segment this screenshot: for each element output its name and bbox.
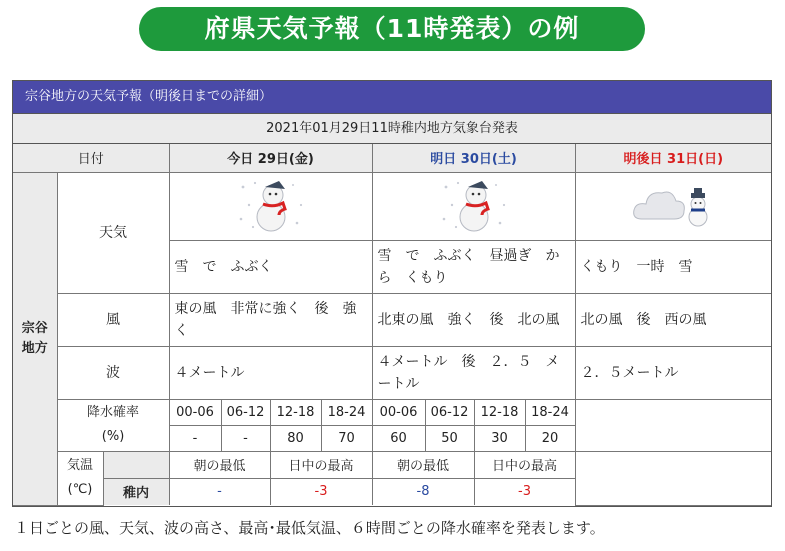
wind-row-label: 風 xyxy=(57,293,169,346)
pop-period: 18-24 xyxy=(525,399,575,425)
region-label xyxy=(13,172,57,505)
temp-label-line-2: (℃) xyxy=(67,482,93,497)
page-banner-title: 府県天気予報（11時発表）の例 xyxy=(139,7,645,51)
pop-row-label xyxy=(57,399,169,451)
day-header-tomorrow: 明日 30日(土) xyxy=(372,144,575,172)
pop-value: 80 xyxy=(270,425,321,451)
pop-period: 00-06 xyxy=(372,399,425,425)
weather-text-day-after: くもり 一時 雪 xyxy=(575,240,771,293)
pop-value: 50 xyxy=(425,425,474,451)
temp-header-spacer xyxy=(103,451,169,478)
wind-text-today: 東の風 非常に強く 後 強く xyxy=(169,293,372,346)
weather-text-today: 雪 で ふぶく xyxy=(169,240,372,293)
temp-max-tomorrow: -3 xyxy=(474,478,575,505)
day-header-today: 今日 29日(金) xyxy=(169,144,372,172)
temp-min-tomorrow: -8 xyxy=(372,478,474,505)
pop-empty-day-after xyxy=(575,399,771,451)
issued-timestamp: 2021年01月29日11時稚内地方気象台発表 xyxy=(13,114,771,144)
region-line-1: 宗谷 xyxy=(21,320,48,336)
snowman-icon xyxy=(235,175,307,233)
snowman-icon xyxy=(438,175,510,233)
wave-text-today: ４メートル xyxy=(169,346,372,399)
pop-value: 60 xyxy=(372,425,425,451)
temp-header-min-today: 朝の最低 xyxy=(169,451,270,478)
temp-row-label xyxy=(57,451,103,505)
pop-period: 12-18 xyxy=(270,399,321,425)
date-header: 日付 xyxy=(13,144,169,172)
temp-max-today: -3 xyxy=(270,478,372,505)
day-header-day-after: 明後日 31日(日) xyxy=(575,144,771,172)
pop-period: 00-06 xyxy=(169,399,221,425)
pop-value: 70 xyxy=(321,425,372,451)
temp-min-today: - xyxy=(169,478,270,505)
wave-text-day-after: ２．５メートル xyxy=(575,346,771,399)
pop-value: - xyxy=(169,425,221,451)
pop-period: 06-12 xyxy=(425,399,474,425)
footer-note: １日ごとの風、天気、波の高さ、最高･最低気温、６時間ごとの降水確率を発表します。 xyxy=(14,519,605,537)
temp-station-name: 稚内 xyxy=(103,478,169,505)
pop-value: 30 xyxy=(474,425,525,451)
pop-period: 12-18 xyxy=(474,399,525,425)
pop-label-line-1: 降水確率 xyxy=(87,405,140,420)
pop-value: - xyxy=(221,425,270,451)
weather-text-tomorrow: 雪 で ふぶく 昼過ぎ から くもり xyxy=(372,240,575,293)
weather-icon-day-after xyxy=(575,172,771,240)
wave-text-tomorrow: ４メートル 後 ２．５ メートル xyxy=(372,346,575,399)
forecast-table-title: 宗谷地方の天気予報（明後日までの詳細） xyxy=(13,81,771,114)
forecast-grid xyxy=(13,144,771,506)
wind-text-day-after: 北の風 後 西の風 xyxy=(575,293,771,346)
cloud-snowman-icon xyxy=(628,179,718,229)
temp-header-max-tomorrow: 日中の最高 xyxy=(474,451,575,478)
weather-icon-tomorrow xyxy=(372,172,575,240)
temp-empty-day-after xyxy=(575,451,771,505)
weather-icon-today xyxy=(169,172,372,240)
wave-row-label: 波 xyxy=(57,346,169,399)
temp-header-min-tomorrow: 朝の最低 xyxy=(372,451,474,478)
temp-label-line-1: 気温 xyxy=(66,458,93,473)
pop-value: 20 xyxy=(525,425,575,451)
weather-row-label: 天気 xyxy=(57,172,169,293)
wind-text-tomorrow: 北東の風 強く 後 北の風 xyxy=(372,293,575,346)
pop-label-line-2: (%) xyxy=(101,429,125,444)
forecast-table-frame xyxy=(12,80,772,507)
temp-header-max-today: 日中の最高 xyxy=(270,451,372,478)
pop-period: 18-24 xyxy=(321,399,372,425)
pop-period: 06-12 xyxy=(221,399,270,425)
region-line-2: 地方 xyxy=(21,340,48,356)
